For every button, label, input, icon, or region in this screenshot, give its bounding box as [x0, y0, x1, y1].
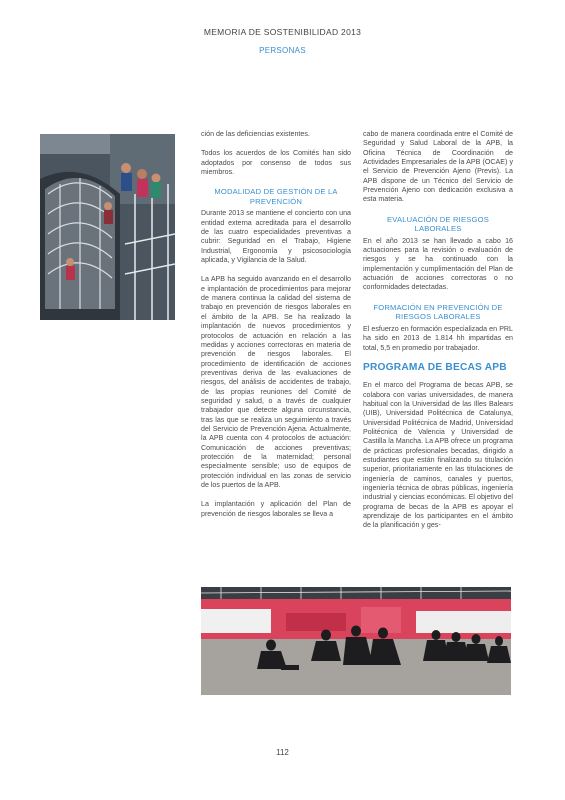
paragraph: La implantación y aplicación del Plan de prevención de riesgos laborales se lleva a [201, 500, 351, 518]
text-column-left [201, 130, 351, 529]
page-number: 112 [276, 748, 289, 757]
paragraph: En el año 2013 se han llevado a cabo 16 actuaciones para la revisión o evaluación de riesgos y se ha continuado con la implementación y cumplimentación del Plan de actuación de acciones correctoras o no conformidades detectadas. [363, 236, 513, 292]
paragraph: cabo de manera coordinada entre el Comité de Seguridad y Salud Laboral de la APB, la Oficina Técnica de Coordinación de Actividades Empresariales de la APB (OCAE) y el Servicio de Prevención Ajeno (Previs). La APB dispone de un Técnico del Servicio de Prevención Ajeno con dedicación exclusiva a esta materia. [363, 130, 513, 204]
document-section-title: PERSONAS [259, 46, 306, 55]
section-heading: EVALUACIÓN DE RIESGOS LABORALES [387, 214, 489, 234]
document-header-title: MEMORIA DE SOSTENIBILIDAD 2013 [203, 27, 362, 37]
training-session-photo [201, 587, 511, 695]
program-heading: PROGRAMA DE BECAS APB [363, 361, 507, 373]
section-heading: MODALIDAD DE GESTIÓN DE LA PREVENCIÓN [214, 187, 338, 206]
paragraph: El esfuerzo en formación especializada en PRL ha sido en 2013 de 1.814 hh impartidas en total, 5,5 en promedio por trabajador. [363, 324, 513, 352]
paragraph: Durante 2013 se mantiene el concierto con una entidad externa acreditada para el desarrollo de las cuatro especialidades preventivas a cubrir: Seguridad en el Trabajo, Higiene Industrial, Ergonomía y psicosociología aplicada, y Vigilancia de la Salud. [201, 209, 351, 265]
boarding-walkway-photo [40, 134, 175, 320]
section-heading: FORMACIÓN EN PREVENCIÓN DE RIESGOS LABORALES [373, 302, 503, 322]
paragraph: En el marco del Programa de becas APB, se colabora con varias universidades, de manera habitual con la Universidad de las Illes Balears (UIB), Universidad Politécnica de Catalunya, Universidad Politécnica de Madrid, Universidad Politécnica de Valencia y Universidad de Castilla la Mancha. La APB ofrece un programa de prácticas profesionales becadas, dirigido a estudiantes que están finalizando su titulación superior, prioritariamente en las titulaciones de ingeniería de caminos, canales y puertos, ingeniería técnica de obras públicas, ingeniería industrial y ciencias económicas. El objetivo del programa de becas de la APB es apoyar el aprendizaje de los participantes en el ámbito de la planificación y ges- [363, 381, 513, 530]
paragraph: La APB ha seguido avanzando en el desarrollo e implantación de procedimientos para mejorar de manera continua la calidad del sistema de trabajo en prevención de riesgos laborales en el ámbito de la APB. Se ha realizado la implantación de nuevos procedimientos y protocolos de actuación en relación a las medidas y acciones correctoras en materia de prevención de riesgos laborales. El procedimiento de identificación de acciones preventivas deriva de las evaluaciones de riesgos, del análisis de accidentes de trabajo, de las propias reuniones del Comité de seguridad y salud, o a través de cualquier trabajador que detecte alguna circunstancia, tras las que se realiza un seguimiento a través del Servicio de Prevención Ajena. Actualmente, la APB cuenta con 4 protocolos de actuación: Comunicación de acciones preventivas; protección de la maternidad; personal especialmente sensible; uso de equipos de protección individual en las zonas de servicio de los puertos de la APB. [201, 275, 351, 489]
text-column-right [363, 130, 513, 541]
paragraph: Todos los acuerdos de los Comités han sido adoptados por consenso de todos sus miembros. [201, 149, 351, 177]
paragraph: ción de las deficiencias existentes. [201, 130, 310, 138]
